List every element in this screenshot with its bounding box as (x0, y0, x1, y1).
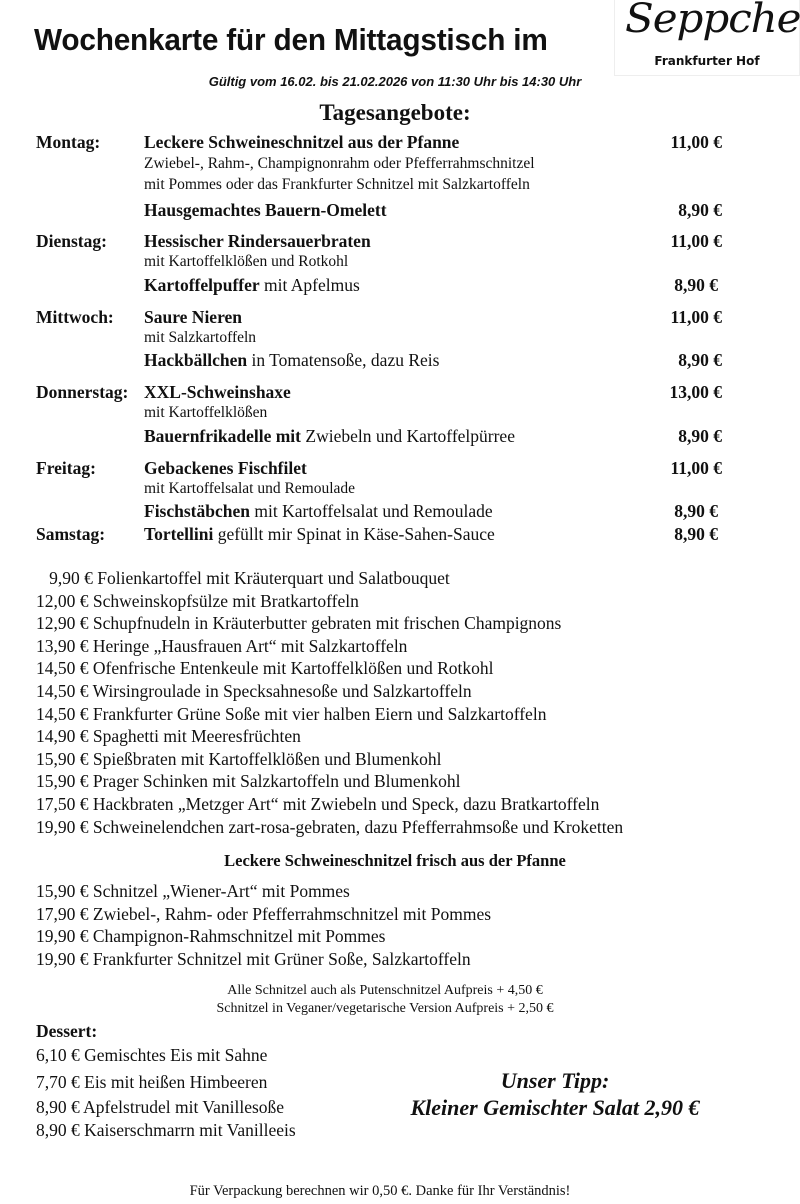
validity-period: Gültig vom 16.02. bis 21.02.2026 von 11:30 Uhr bis 14:30 Uhr (208, 74, 582, 89)
price-main-montag: 11,00 € (670, 132, 722, 152)
day-label-freitag: Freitag: (36, 458, 96, 478)
standard-menu-list (36, 567, 623, 838)
menu-item: 15,90 € Prager Schinken mit Salzkartoffeln und Blumenkohl (36, 771, 461, 792)
price-second-freitag: 8,90 € (674, 501, 718, 521)
dish-main-dienstag: Hessischer Rindersauerbraten (144, 231, 371, 251)
dish-detail: Zwiebel-, Rahm-, Champignonrahm oder Pfefferrahmschnitzel (144, 155, 535, 172)
menu-item: 15,90 € Spießbraten mit Kartoffelklößen und Blumenkohl (36, 748, 442, 769)
page-title: Wochenkarte für den Mittagstisch im (34, 22, 548, 57)
menu-item: 17,50 € Hackbraten „Metzger Art“ mit Zwiebeln und Speck, dazu Bratkartoffeln (36, 793, 600, 814)
price-main-freitag: 11,00 € (670, 458, 722, 478)
menu-item: 9,90 € Folienkartoffel mit Kräuterquart und Salatbouquet (49, 568, 450, 588)
day-label-montag: Montag: (36, 132, 101, 152)
logo-subtitle: Frankfurter Hof (654, 54, 760, 68)
dish-detail: mit Kartoffelklößen und Rotkohl (144, 253, 349, 270)
menu-item: 12,90 € Schupfnudeln in Kräuterbutter gebraten mit frischen Champignons (36, 613, 562, 634)
price-main-samstag: 8,90 € (674, 524, 718, 544)
tip-label: Unser Tipp: (500, 1068, 610, 1093)
dish-detail: mit Pommes oder das Frankfurter Schnitzel mit Salzkartoffeln (144, 176, 530, 193)
schnitzel-note: Schnitzel in Veganer/vegetarische Version Aufpreis + 2,50 € (216, 1001, 554, 1016)
schnitzel-note: Alle Schnitzel auch als Putenschnitzel Aufpreis + 4,50 € (227, 983, 543, 998)
price-second-mittwoch: 8,90 € (678, 350, 722, 370)
schnitzel-list (36, 880, 491, 970)
dessert-item: 8,90 € Kaiserschmarrn mit Vanilleeis (36, 1120, 296, 1140)
packaging-note: Für Verpackung berechnen wir 0,50 €. Danke für Ihr Verständnis! (189, 1183, 571, 1199)
dish-detail: mit Kartoffelsalat und Remoulade (144, 480, 356, 497)
dish-second-donnerstag: Bauernfrikadelle mit Zwiebeln und Kartoffelpürree (144, 426, 515, 446)
restaurant-logo (614, 0, 800, 76)
menu-item: 19,90 € Frankfurter Schnitzel mit Grüner Soße, Salzkartoffeln (36, 948, 471, 969)
dessert-item: 6,10 € Gemischtes Eis mit Sahne (36, 1045, 268, 1065)
menu-item: 14,90 € Spaghetti mit Meeresfrüchten (36, 726, 301, 747)
dessert-heading: Dessert: (36, 1021, 98, 1041)
price-second-donnerstag: 8,90 € (678, 426, 722, 446)
dish-main-samstag: Tortellini gefüllt mir Spinat in Käse-Sahen-Sauce (144, 524, 495, 544)
menu-item: 19,90 € Champignon-Rahmschnitzel mit Pommes (36, 926, 386, 947)
day-label-samstag: Samstag: (36, 524, 106, 544)
dish-main-donnerstag: XXL-Schweinshaxe (144, 382, 291, 402)
price-main-mittwoch: 11,00 € (670, 307, 722, 327)
daily-offers-heading: Tagesangebote: (319, 100, 471, 125)
day-label-donnerstag: Donnerstag: (36, 382, 129, 402)
price-second-montag: 8,90 € (678, 200, 722, 220)
dish-main-montag: Leckere Schweineschnitzel aus der Pfanne (144, 132, 460, 152)
dish-main-mittwoch: Saure Nieren (144, 307, 243, 327)
menu-item: 14,50 € Wirsingroulade in Specksahnesoße und Salzkartoffeln (36, 680, 472, 701)
schnitzel-heading: Leckere Schweineschnitzel frisch aus der Pfanne (224, 851, 566, 870)
dish-second-dienstag: Kartoffelpuffer mit Apfelmus (144, 275, 360, 295)
price-main-dienstag: 11,00 € (670, 231, 722, 251)
day-label-dienstag: Dienstag: (36, 231, 107, 251)
dish-second-freitag: Fischstäbchen mit Kartoffelsalat und Remoulade (144, 501, 493, 521)
dish-main-freitag: Gebackenes Fischfilet (144, 458, 307, 478)
menu-item: 12,00 € Schweinskopfsülze mit Bratkartoffeln (36, 590, 359, 611)
dessert-item: 8,90 € Apfelstrudel mit Vanillesoße (36, 1097, 285, 1117)
price-main-donnerstag: 13,00 € (669, 382, 722, 402)
day-label-mittwoch: Mittwoch: (36, 307, 114, 327)
tip-text: Kleiner Gemischter Salat 2,90 € (410, 1095, 700, 1120)
menu-item: 17,90 € Zwiebel-, Rahm- oder Pfefferrahmschnitzel mit Pommes (36, 903, 492, 924)
dish-detail: mit Kartoffelklößen (144, 404, 268, 421)
dish-second-montag: Hausgemachtes Bauern-Omelett (144, 200, 387, 220)
dessert-list (36, 1043, 296, 1143)
menu-item: 14,50 € Ofenfrische Entenkeule mit Kartoffelklößen und Rotkohl (36, 658, 494, 679)
price-second-dienstag: 8,90 € (674, 275, 718, 295)
dish-detail: mit Salzkartoffeln (144, 329, 257, 346)
logo-script-text: Seppche (625, 0, 800, 42)
menu-item: 13,90 € Heringe „Hausfrauen Art“ mit Salzkartoffeln (36, 635, 408, 656)
dessert-item: 7,70 € Eis mit heißen Himbeeren (36, 1072, 268, 1092)
menu-item: 15,90 € Schnitzel „Wiener-Art“ mit Pommes (36, 881, 350, 901)
dish-second-mittwoch: Hackbällchen in Tomatensoße, dazu Reis (144, 350, 440, 370)
menu-item: 14,50 € Frankfurter Grüne Soße mit vier halben Eiern und Salzkartoffeln (36, 703, 547, 724)
menu-item: 19,90 € Schweinelendchen zart-rosa-gebraten, dazu Pfefferrahmsoße und Kroketten (36, 816, 624, 837)
